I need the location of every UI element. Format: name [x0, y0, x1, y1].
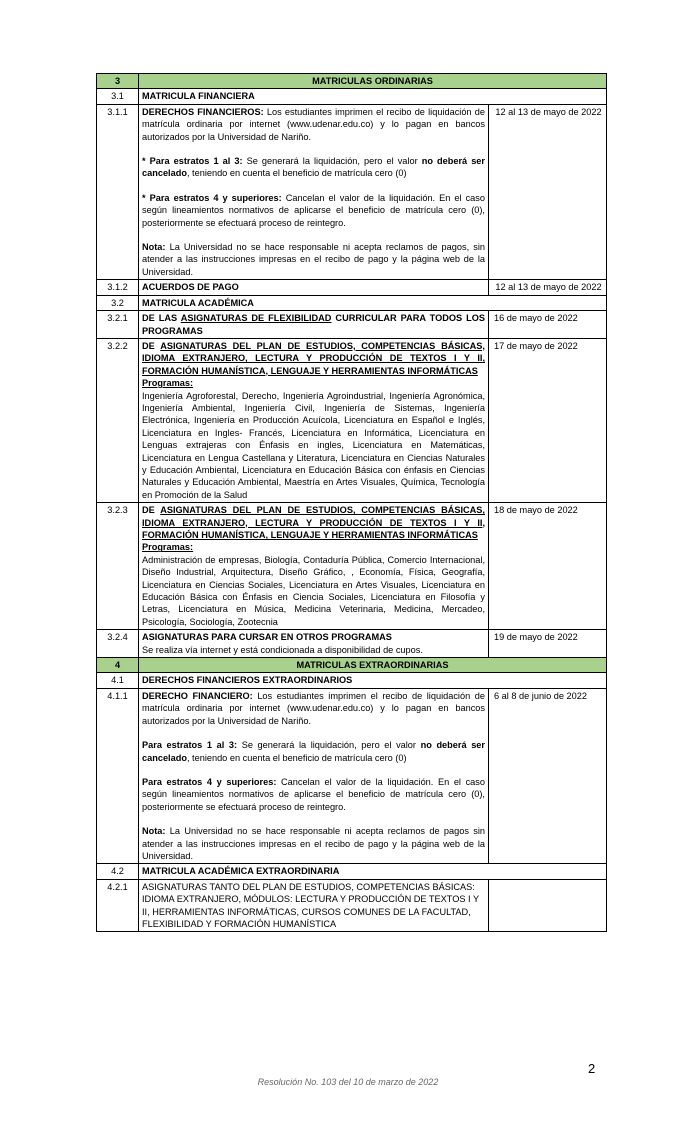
schedule-table [96, 73, 607, 932]
row-number: 3.2.2 [97, 338, 139, 502]
row-number: 3.1.2 [97, 280, 139, 295]
page-number: 2 [588, 1061, 596, 1076]
section-number: 4 [97, 658, 139, 673]
row-date: 12 al 13 de mayo de 2022 [489, 280, 607, 295]
table-row [97, 630, 607, 658]
row-number: 3.2 [97, 295, 139, 310]
row-number: 4.1 [97, 673, 139, 688]
row-title: ACUERDOS DE PAGO [139, 280, 489, 295]
programs-list: Administración de empresas, Biología, Contaduría Pública, Comercio Internacional, Diseño Industrial, Arquitectura, Diseño Gráfico, , Economía, Física, Geografía, Licenciatura en Ciencias Sociales, Licenciatura en Artes Visuales, Licenciatura en Educación Básica con Énfasis en Ciencia Sociales, Licenciatura en Filosofía y Letras, Licenciatura en Música, Medicina Veterinaria, Medicina, Mercadeo, Psicología, Sociología, Zootecnia [142, 554, 485, 627]
section-title: MATRICULAS EXTRAORDINARIAS [139, 658, 607, 673]
row-date: 17 de mayo de 2022 [489, 338, 607, 502]
table-row [97, 104, 607, 279]
row-date: 6 al 8 de junio de 2022 [489, 688, 607, 863]
section-title: MATRICULAS ORDINARIAS [139, 74, 607, 89]
row-date: 12 al 13 de mayo de 2022 [489, 104, 607, 279]
table-row [97, 89, 607, 104]
row-number: 3.2.4 [97, 630, 139, 658]
row-description: ASIGNATURAS PARA CURSAR EN OTROS PROGRAMAS Se realiza vía internet y está condicionada a disponibilidad de cupos. [139, 630, 489, 658]
table-row [97, 503, 607, 630]
row-description: DE ASIGNATURAS DEL PLAN DE ESTUDIOS, COMPETENCIAS BÁSICAS, IDIOMA EXTRANJERO, LECTURA Y PRODUCCIÓN DE TEXTOS I Y II, FORMACIÓN HUMANÍSTICA, LENGUAJE Y HERRAMIENTAS INFORMÁTICAS Programas: Ingeniería Agroforestal, Derecho, Ingeniería Agroindustrial, Ingeniería Agronómica, Ingeniería Ambiental, Ingeniería Civil, Ingeniería de Sistemas, Ingeniería Electrónica, Ingeniería en Producción Acuícola, Licenciatura en Español e Inglés, Licenciatura en Ingles- Francés, Licenciatura en Informática, Licenciatura en Lenguas extrajeras con Énfasis en ingles, Licenciatura en Matemáticas, Licenciatura en Lengua Castellana y Literatura, Licenciatura en Ciencias Naturales y Educación Ambiental, Licenciatura en Educación Básica con énfasis en Ciencias Naturales y Educación Ambiental, Maestría en Artes Visuales, Química, Tecnología en Promoción de la Salud [139, 338, 489, 502]
table-row [97, 280, 607, 295]
table-row [97, 864, 607, 879]
row-date: 16 de mayo de 2022 [489, 311, 607, 339]
table-row [97, 673, 607, 688]
row-date: 19 de mayo de 2022 [489, 630, 607, 658]
programs-list: Ingeniería Agroforestal, Derecho, Ingeniería Agroindustrial, Ingeniería Agronómica, Ingeniería Ambiental, Ingeniería Civil, Ingeniería de Sistemas, Ingeniería Electrónica, Ingeniería en Producción Acuícola, Licenciatura en Español e Inglés, Licenciatura en Ingles- Francés, Licenciatura en Informática, Licenciatura en Lenguas extrajeras con Énfasis en ingles, Licenciatura en Matemáticas, Licenciatura en Lengua Castellana y Literatura, Licenciatura en Ciencias Naturales y Educación Ambiental, Licenciatura en Educación Básica con énfasis en Ciencias Naturales y Educación Ambiental, Maestría en Artes Visuales, Química, Tecnología en Promoción de la Salud [142, 390, 485, 500]
row-description: ASIGNATURAS TANTO DEL PLAN DE ESTUDIOS, COMPETENCIAS BÁSICAS: IDIOMA EXTRANJERO, MÓDULOS: LECTURA Y PRODUCCIÓN DE TEXTOS I Y II, HERRAMIENTAS INFORMÁTICAS, CURSOS COMUNES DE LA FACULTAD, FLEXIBILIDAD Y FORMACIÓN HUMANÍSTICA [139, 879, 489, 932]
row-title: DE LAS ASIGNATURAS DE FLEXIBILIDAD CURRICULAR PARA TODOS LOS PROGRAMAS [139, 311, 489, 339]
row-description: DERECHO FINANCIERO: Los estudiantes imprimen el recibo de liquidación de matrícula ordinaria por internet (www.udenar.edu.co) y lo pagan en bancos autorizados por la Universidad de Nariño. Para estratos 1 al 3: Se generará la liquidación, pero el valor no deberá ser cancelado, teniendo en cuenta el beneficio de matrícula cero (0) Para estratos 4 y superiores: Cancelan el valor de la liquidación. En el caso según lineamientos normativos de aplicarse el beneficio de matrícula cero (0), posteriormente se efectuará proceso de reintegro. Nota: La Universidad no se hace responsable ni acepta reclamos de pagos sin atender a las instrucciones impresas en el recibo de pago y la página web de la Universidad. [139, 688, 489, 863]
row-date [489, 879, 607, 932]
section-number: 3 [97, 74, 139, 89]
table-row [97, 688, 607, 863]
row-number: 4.2.1 [97, 879, 139, 932]
table-row [97, 338, 607, 502]
row-description: DERECHOS FINANCIEROS: Los estudiantes imprimen el recibo de liquidación de matrícula ordinaria por internet (www.udenar.edu.co) y lo pagan en bancos autorizados por la Universidad de Nariño. * Para estratos 1 al 3: Se generará la liquidación, pero el valor no deberá ser cancelado, teniendo en cuenta el beneficio de matrícula cero (0) * Para estratos 4 y superiores: Cancelan el valor de la liquidación. En el caso según lineamientos normativos de aplicarse el beneficio de matrícula cero (0), posteriormente se efectuará proceso de reintegro. Nota: La Universidad no se hace responsable ni acepta reclamos de pagos, sin atender a las instrucciones impresas en el recibo de pago y la página web de la Universidad. [139, 104, 489, 279]
row-date: 18 de mayo de 2022 [489, 503, 607, 630]
row-title: MATRICULA ACADÉMICA EXTRAORDINARIA [139, 864, 607, 879]
section-header-row [97, 658, 607, 673]
row-title: MATRICULA ACADÉMICA [139, 295, 607, 310]
row-number: 3.2.3 [97, 503, 139, 630]
row-number: 3.1.1 [97, 104, 139, 279]
row-title: MATRICULA FINANCIERA [139, 89, 607, 104]
section-header-row [97, 74, 607, 89]
table-row [97, 879, 607, 932]
row-number: 4.1.1 [97, 688, 139, 863]
row-number: 3.2.1 [97, 311, 139, 339]
footer-resolution: Resolución No. 103 del 10 de marzo de 2022 [257, 1077, 439, 1087]
row-description: DE ASIGNATURAS DEL PLAN DE ESTUDIOS, COMPETENCIAS BÁSICAS, IDIOMA EXTRANJERO, LECTURA Y PRODUCCIÓN DE TEXTOS I Y II, FORMACIÓN HUMANÍSTICA, LENGUAJE Y HERRAMIENTAS INFORMÁTICAS Programas: Administración de empresas, Biología, Contaduría Pública, Comercio Internacional, Diseño Industrial, Arquitectura, Diseño Gráfico, , Economía, Física, Geografía, Licenciatura en Ciencias Sociales, Licenciatura en Artes Visuales, Licenciatura en Educación Básica con Énfasis en Ciencia Sociales, Licenciatura en Filosofía y Letras, Licenciatura en Música, Medicina Veterinaria, Medicina, Mercadeo, Psicología, Sociología, Zootecnia [139, 503, 489, 630]
table-row [97, 295, 607, 310]
row-title: DERECHOS FINANCIEROS EXTRAORDINARIOS [139, 673, 607, 688]
row-number: 4.2 [97, 864, 139, 879]
table-row [97, 311, 607, 339]
row-number: 3.1 [97, 89, 139, 104]
